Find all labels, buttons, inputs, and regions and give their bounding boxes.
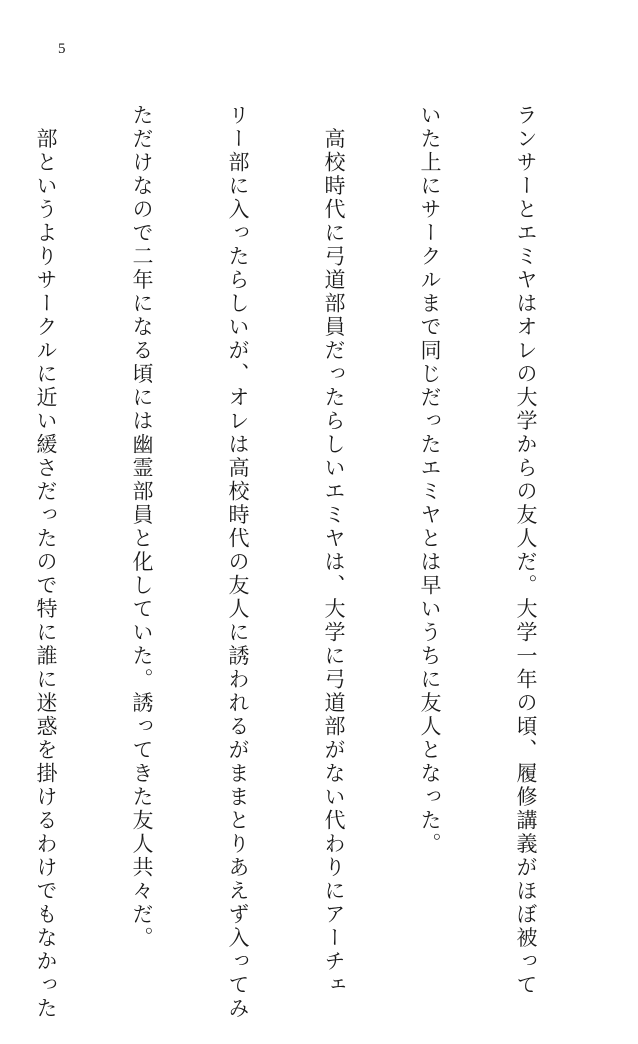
text-line: 高校時代に弓道部員だったらしいエミヤは、大学に弓道部がない代わりにアーチェ [322, 104, 346, 997]
text-line: リー部に入ったらしいが、オレは高校時代の友人に誘われるがままとりあえず入ってみ [226, 104, 250, 1021]
body-text [0, 104, 606, 1021]
text-line: ランサーとエミヤはオレの大学からの友人だ。大学一年の頃、履修講義がほぼ被って [514, 104, 538, 997]
text-line: いた上にサークルまで同じだったエミヤとは早いうちに友人となった。 [418, 104, 442, 856]
text-line: ただけなので二年になる頃には幽霊部員と化していた。誘ってきた友人共々だ。 [130, 104, 154, 950]
page-number: 5 [58, 41, 66, 57]
text-line: 部というよりサークルに近い緩さだったので特に誰に迷惑を掛けるわけでもなかった [34, 104, 58, 1021]
